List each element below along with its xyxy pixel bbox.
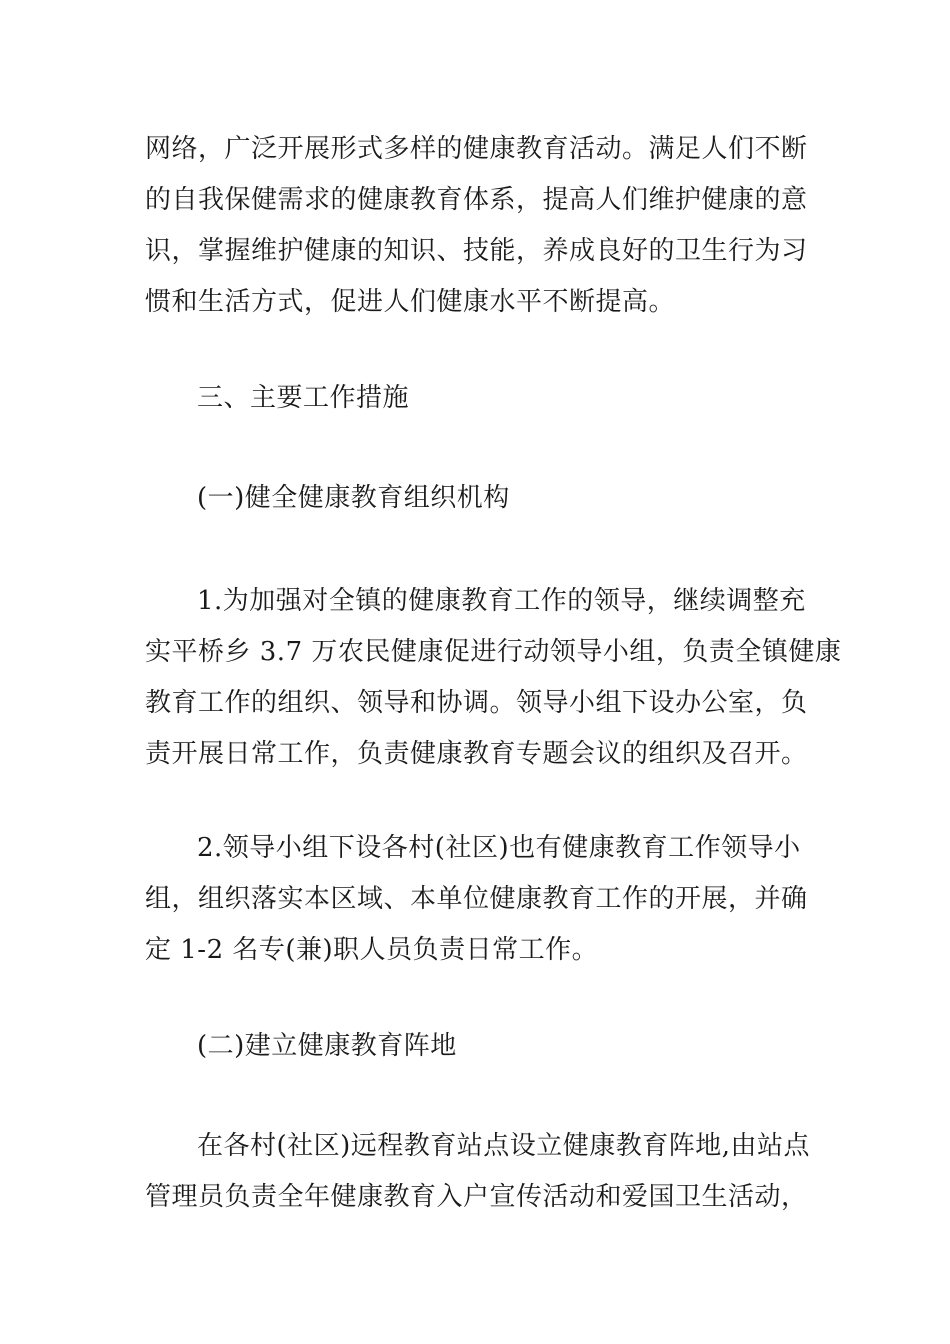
text-line: 网络，广泛开展形式多样的健康教育活动。满足人们不断: [145, 134, 808, 164]
paragraph-education-base: [145, 1121, 811, 1223]
text-line: 组，组织落实本区域、本单位健康教育工作的开展，并确: [145, 884, 808, 914]
text-line: 惯和生活方式，促进人们健康水平不断提高。: [145, 287, 676, 317]
subsection-heading-organization: (一)健全健康教育组织机构: [197, 483, 510, 513]
text-line: 识，掌握维护健康的知识、技能，养成良好的卫生行为习: [145, 236, 808, 266]
text-line: 定 1-2 名专(兼)职人员负责日常工作。: [145, 935, 599, 965]
text-line: 责开展日常工作，负责健康教育专题会议的组织及召开。: [145, 739, 808, 769]
text-line: 教育工作的组织、领导和协调。领导小组下设办公室，负: [145, 688, 808, 718]
text-line: 实平桥乡 3.7 万农民健康促进行动领导小组，负责全镇健康: [145, 637, 842, 667]
text-line: 2.领导小组下设各村(社区)也有健康教育工作领导小: [197, 833, 801, 863]
text-line: 的自我保健需求的健康教育体系，提高人们维护健康的意: [145, 185, 808, 215]
paragraph-village-groups: [145, 823, 807, 976]
text-line: 管理员负责全年健康教育入户宣传活动和爱国卫生活动，: [145, 1182, 808, 1212]
section-heading-main-measures: 三、主要工作措施: [197, 383, 410, 413]
text-line: 在各村(社区)远程教育站点设立健康教育阵地,由站点: [197, 1131, 811, 1161]
paragraph-leadership-group: [145, 576, 842, 780]
subsection-heading-education-base: (二)建立健康教育阵地: [197, 1031, 457, 1061]
paragraph-health-education-system: [145, 124, 807, 328]
text-line: 1.为加强对全镇的健康教育工作的领导，继续调整充: [197, 586, 806, 616]
